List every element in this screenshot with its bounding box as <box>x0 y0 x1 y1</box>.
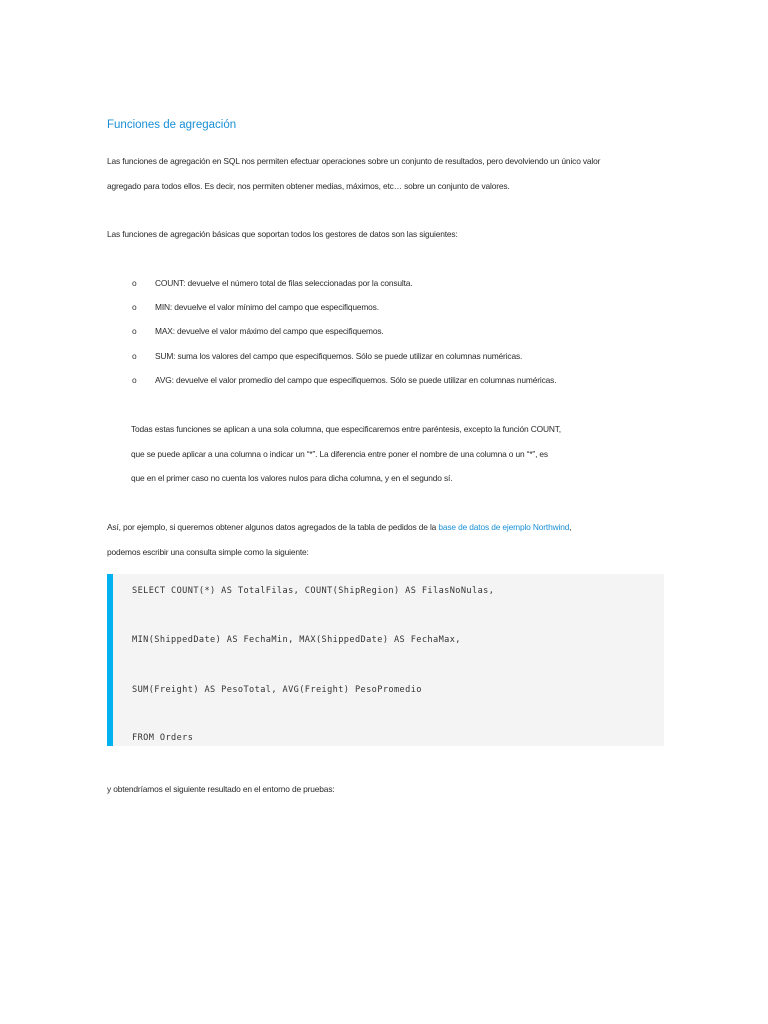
note-line-1: Todas estas funciones se aplican a una sola columna, que especificaremos entre paréntesis, excepto la función COUNT, <box>131 424 561 434</box>
example-line-1 <box>107 521 571 533</box>
note-line-3: que en el primer caso no cuenta los valores nulos para dicha columna, y en el segundo sí. <box>131 473 453 483</box>
bullet-marker: o <box>132 326 137 336</box>
bullet-marker: o <box>132 375 137 385</box>
bullet-marker: o <box>132 278 137 288</box>
intro-line-1: Las funciones de agregación en SQL nos permiten efectuar operaciones sobre un conjunto de resultados, pero devolviendo un único valor <box>107 156 601 166</box>
list-item-text: SUM: suma los valores del campo que especifiquemos. Sólo se puede utilizar en columnas numéricas. <box>155 351 523 361</box>
intro-line-2: agregado para todos ellos. Es decir, nos permiten obtener medias, máximos, etc… sobre un conjunto de valores. <box>107 181 510 191</box>
section-title: Funciones de agregación <box>107 119 237 131</box>
result-text: y obtendríamos el siguiente resultado en el entorno de pruebas: <box>107 784 335 794</box>
list-item-text: MIN: devuelve el valor mínimo del campo que especifiquemos. <box>155 302 379 312</box>
bullet-marker: o <box>132 302 137 312</box>
code-accent-bar <box>107 574 113 746</box>
bullet-marker: o <box>132 351 137 361</box>
example-comma: , <box>569 522 572 532</box>
northwind-link[interactable]: base de datos de ejemplo Northwind <box>438 522 570 532</box>
basic-functions-intro: Las funciones de agregación básicas que soportan todos los gestores de datos son las siguientes: <box>107 229 458 239</box>
note-line-2: que se puede aplicar a una columna o indicar un “*”. La diferencia entre poner el nombre de una columna o un “*”, es <box>131 449 548 459</box>
list-item-text: COUNT: devuelve el número total de filas seleccionadas por la consulta. <box>155 278 413 288</box>
list-item-text: MAX: devuelve el valor máximo del campo que especifiquemos. <box>155 326 384 336</box>
code-line: MIN(ShippedDate) AS FechaMin, MAX(ShippedDate) AS FechaMax, <box>132 635 461 645</box>
code-line: SELECT COUNT(*) AS TotalFilas, COUNT(ShipRegion) AS FilasNoNulas, <box>132 586 495 596</box>
example-line-2: podemos escribir una consulta simple como la siguiente: <box>107 547 309 557</box>
code-line: FROM Orders <box>132 733 194 743</box>
example-text: Así, por ejemplo, si queremos obtener algunos datos agregados de la tabla de pedidos de la <box>107 522 439 532</box>
code-line: SUM(Freight) AS PesoTotal, AVG(Freight) PesoPromedio <box>132 685 422 695</box>
list-item-text: AVG: devuelve el valor promedio del campo que especifiquemos. Sólo se puede utilizar en columnas numéricas. <box>155 375 557 385</box>
code-block <box>107 574 664 746</box>
